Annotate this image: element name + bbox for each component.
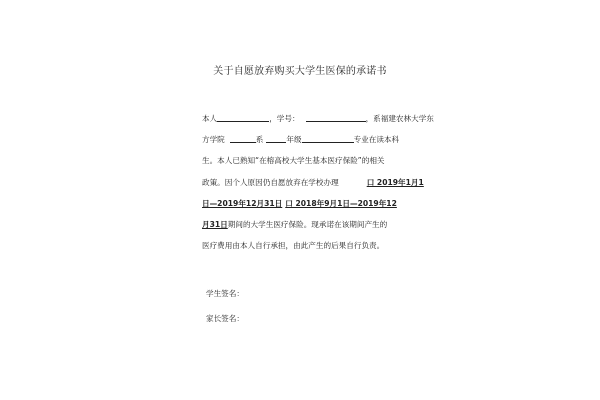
document-title: 关于自愿放弃购买大学生医保的承诺书 bbox=[213, 66, 387, 77]
text-line-3: 生。本人已熟知“在榕高校大学生基本医疗保险”的相关 bbox=[202, 156, 385, 165]
text-segment: 方学院 bbox=[202, 135, 225, 144]
text-line-6 bbox=[202, 220, 387, 230]
option-period-2019: 日—2019年12月31日 bbox=[202, 199, 283, 208]
blank-grade bbox=[266, 135, 286, 143]
blank-name bbox=[217, 114, 269, 122]
text-segment: ，学号： bbox=[269, 114, 300, 123]
text-line-7: 医疗费用由本人自行承担，由此产生的后果自行负责。 bbox=[202, 241, 385, 250]
text-line-2 bbox=[202, 135, 399, 145]
text-line-4 bbox=[202, 178, 424, 188]
option-period-2018: 月31日 bbox=[202, 220, 228, 229]
student-signature-label: 学生签名： bbox=[206, 289, 244, 298]
option-checkbox-2018: 口 2018年9月1日—2019年12 bbox=[285, 199, 397, 208]
text-segment: 本人 bbox=[202, 114, 218, 123]
text-segment: 专业在读本科 bbox=[353, 135, 400, 144]
text-segment: 年级 bbox=[286, 135, 302, 144]
text-segment: ，系福建农林大学东 bbox=[365, 114, 434, 123]
text-line-5 bbox=[202, 199, 397, 209]
text-line-1 bbox=[202, 114, 434, 124]
text-segment: 政策。因个人原因仍自愿放弃在学校办理 bbox=[202, 178, 339, 187]
blank-major bbox=[302, 135, 354, 143]
text-segment: 系 bbox=[255, 135, 264, 144]
option-checkbox-2019: 口 2019年1月1 bbox=[366, 178, 424, 187]
text-segment: 期间的大学生医疗保险。现承诺在该期间产生的 bbox=[227, 220, 388, 229]
blank-department bbox=[230, 135, 256, 143]
blank-student-id bbox=[306, 114, 366, 122]
parent-signature-label: 家长签名： bbox=[206, 314, 244, 323]
